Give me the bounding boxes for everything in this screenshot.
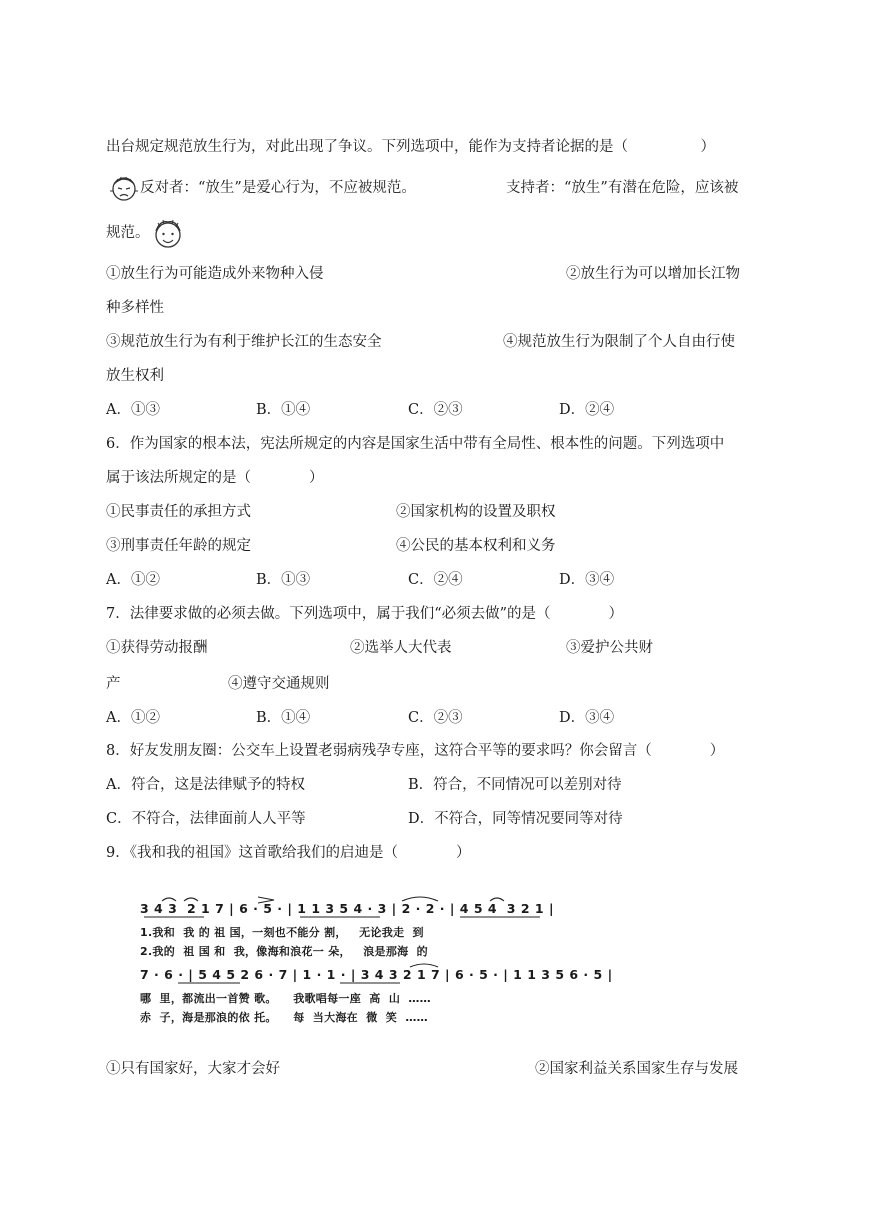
q6-choice-d: D．③④ [559, 572, 615, 588]
q8-choice-a: A．符合，这是法律赋予的特权 [106, 777, 305, 793]
supporter-face-icon [150, 217, 186, 251]
q7-stem: 7．法律要求做的必须去做。下列选项中，属于我们“必须去做”的是（ ） [106, 606, 624, 622]
q9-option-2: ②国家利益关系国家生存与发展 [535, 1061, 738, 1077]
q7-choice-d: D．③④ [559, 710, 615, 726]
q5-supporter-text-cont: 规范。 [106, 225, 150, 241]
q5-opponent-text: 反对者：“放生”是爱心行为，不应被规范。 [140, 180, 416, 196]
score-row-2-notes: 7 · 6 · | 5 4 5 2 6 · 7 | 1 · 1 · | 3 4 3 2 1 7 | 6 · 5 · | 1 1 3 5 6 · 5 | [140, 967, 613, 982]
q8-choice-b: B．符合，不同情况可以差别对待 [408, 777, 622, 793]
q5-option-2-cont: 种多样性 [106, 300, 164, 316]
q5-option-1: ①放生行为可能造成外来物种入侵 [106, 266, 324, 282]
q5-supporter-text: 支持者：“放生”有潜在危险，应该被 [506, 180, 739, 196]
q5-option-4-cont: 放生权利 [106, 368, 164, 384]
score-row-1-lyrics-2: 2.我的 祖 国 和 我，像海和浪花一 朵， 浪是那海 的 [140, 945, 428, 958]
q6-stem-line-2: 属于该法所规定的是（ ） [106, 470, 324, 486]
q5-option-3: ③规范放生行为有利于维护长江的生态安全 [106, 334, 382, 350]
q9-option-1: ①只有国家好，大家才会好 [106, 1061, 280, 1077]
q6-option-2: ②国家机构的设置及职权 [396, 504, 556, 520]
song-score-image [140, 893, 613, 1033]
q6-choice-c: C．②④ [408, 572, 463, 588]
q8-choice-d: D．不符合，同等情况要同等对待 [408, 811, 623, 827]
q5-choice-c: C．②③ [408, 402, 463, 418]
opponent-face-icon [107, 172, 141, 204]
q6-stem-line-1: 6．作为国家的根本法，宪法所规定的内容是国家生活中带有全局性、根本性的问题。下列选项中 [106, 436, 725, 452]
q5-stem-tail: 出台规定规范放生行为，对此出现了争议。下列选项中，能作为支持者论据的是（ ） [106, 139, 715, 155]
q9-stem: 9．《我和我的祖国》这首歌给我们的启迪是（ ） [106, 845, 471, 861]
q5-option-2: ②放生行为可以增加长江物 [566, 266, 740, 282]
q8-choice-c: C．不符合，法律面前人人平等 [106, 811, 306, 827]
q6-choice-a: A．①② [106, 572, 160, 588]
q5-option-4: ④规范放生行为限制了个人自由行使 [503, 334, 735, 350]
q6-option-3: ③刑事责任年龄的规定 [106, 538, 251, 554]
q6-choice-b: B．①③ [256, 572, 311, 588]
q5-choice-d: D．②④ [559, 402, 615, 418]
score-row-2-lyrics-1: 哪 里，都流出一首赞 歌。 我歌唱每一座 高 山 …… [140, 992, 431, 1005]
q8-stem: 8．好友发朋友圈：公交车上设置老弱病残孕专座，这符合平等的要求吗？你会留言（ ） [106, 743, 725, 759]
q5-choice-b: B．①④ [256, 402, 311, 418]
q5-choice-a: A．①③ [106, 402, 160, 418]
q7-choice-b: B．①④ [256, 710, 311, 726]
q6-option-1: ①民事责任的承担方式 [106, 504, 251, 520]
score-row-1-lyrics-1: 1.我和 我 的 祖 国，一刻也不能分 割， 无论我走 到 [140, 926, 424, 939]
score-row-2-lyrics-2: 赤 子，海是那浪的依 托。 每 当大海在 微 笑 …… [140, 1011, 428, 1024]
q7-option-1: ①获得劳动报酬 [106, 640, 208, 656]
score-row-1-notes: 3 4 3 2 1 7 | 6 · 5 · | 1 1 3 5 4 · 3 | 2 · 2 · | 4 5 4 3 2 1 | [140, 901, 555, 916]
q6-option-4: ④公民的基本权利和义务 [396, 538, 556, 554]
q7-choice-c: C．②③ [408, 710, 463, 726]
q7-option-2: ②选举人大代表 [350, 640, 452, 656]
q7-option-3-cont: 产 [106, 676, 121, 692]
q7-choice-a: A．①② [106, 710, 160, 726]
q7-option-4: ④遵守交通规则 [228, 676, 330, 692]
q7-option-3: ③爱护公共财 [566, 640, 653, 656]
